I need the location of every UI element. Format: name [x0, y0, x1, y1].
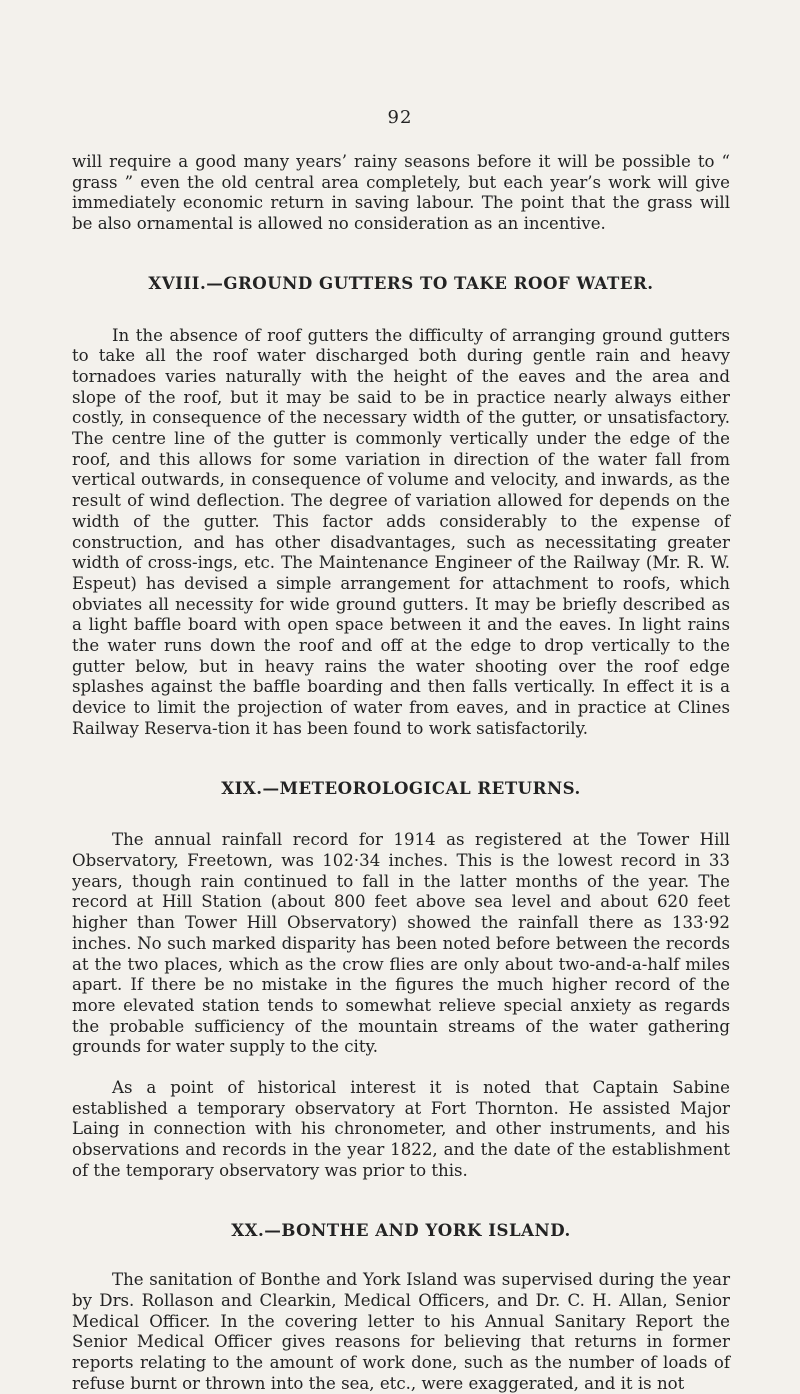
section-heading-xviii: XVIII.—GROUND GUTTERS TO TAKE ROOF WATER.	[148, 272, 654, 293]
section-xx-paragraph: The sanitation of Bonthe and York Island was supervised during the year by Drs. Rollason and Clearkin, Medical Officers, and Dr. C. H. Allan, Senior Medical Officer. In the covering letter to his Annual Sanitary Report the Senior Medical Officer gives reasons for believing that returns in former reports relating to the amount of work done, such as the number of loads of refuse burnt or thrown into the sea, etc., were exaggerated, and it is not	[72, 1270, 730, 1393]
section-xviii-paragraph: In the absence of roof gutters the difficulty of arranging ground gutters to take all the roof water discharged both during gentle rain and heavy tornadoes varies naturally with the height of the eaves and the area and slope of the roof, but it may be said to be in practice nearly always either costly, in consequence of the necessary width of the gutter, or unsatisfactory. The centre line of the gutter is commonly vertically under the edge of the roof, and this allows for some variation in direction of the water fall from vertical outwards, in consequence of volume and velocity, and inwards, as the result of wind deflection. The degree of variation allowed for depends on the width of the gutter. This factor adds considerably to the expense of construction, and has other disadvantages, such as necessitating greater width of cross-ings, etc. The Maintenance Engineer of the Railway (Mr. R. W. Espeut) has devised a simple arrangement for attachment to roofs, which obviates all necessity for wide ground gutters. It may be briefly described as a light baffle board with open space between it and the eaves. In light rains the water runs down the roof and off at the edge to drop vertically to the gutter below, but in heavy rains the water shooting over the roof edge splashes against the baffle boarding and then falls vertically. In effect it is a device to limit the projection of water from eaves, and in practice at Clines Railway Reserva-tion it has been found to work satisfactorily.	[72, 325, 730, 738]
section-heading-xix: XIX.—METEOROLOGICAL RETURNS.	[221, 777, 581, 798]
page-number: 92	[387, 107, 413, 128]
section-heading-xx: XX.—BONTHE AND YORK ISLAND.	[231, 1219, 571, 1240]
intro-paragraph: will require a good many years’ rainy seasons before it will be possible to “ grass ” even the old central area completely, but each year’s work will give immediately economic return in saving labour. The point that the grass will be also ornamental is allowed no consideration as an incentive.	[72, 152, 730, 234]
section-xix-paragraph-1: The annual rainfall record for 1914 as registered at the Tower Hill Observatory, Freetown, was 102·34 inches. This is the lowest record in 33 years, though rain continued to fall in the latter months of the year. The record at Hill Station (about 800 feet above sea level and about 620 feet higher than Tower Hill Observatory) showed the rainfall there as 133·92 inches. No such marked disparity has been noted before between the records at the two places, which as the crow flies are only about two-and-a-half miles apart. If there be no mistake in the figures the much higher record of the more elevated station tends to somewhat relieve special anxiety as regards the probable sufficiency of the mountain streams of the water gathering grounds for water supply to the city.	[72, 830, 730, 1057]
section-xix-paragraph-2: As a point of historical interest it is noted that Captain Sabine established a temporary observatory at Fort Thornton. He assisted Major Laing in connection with his chronometer, and other instruments, and his observations and records in the year 1822, and the date of the establishment of the temporary observatory was prior to this.	[72, 1078, 730, 1180]
page-body	[72, 152, 730, 1394]
